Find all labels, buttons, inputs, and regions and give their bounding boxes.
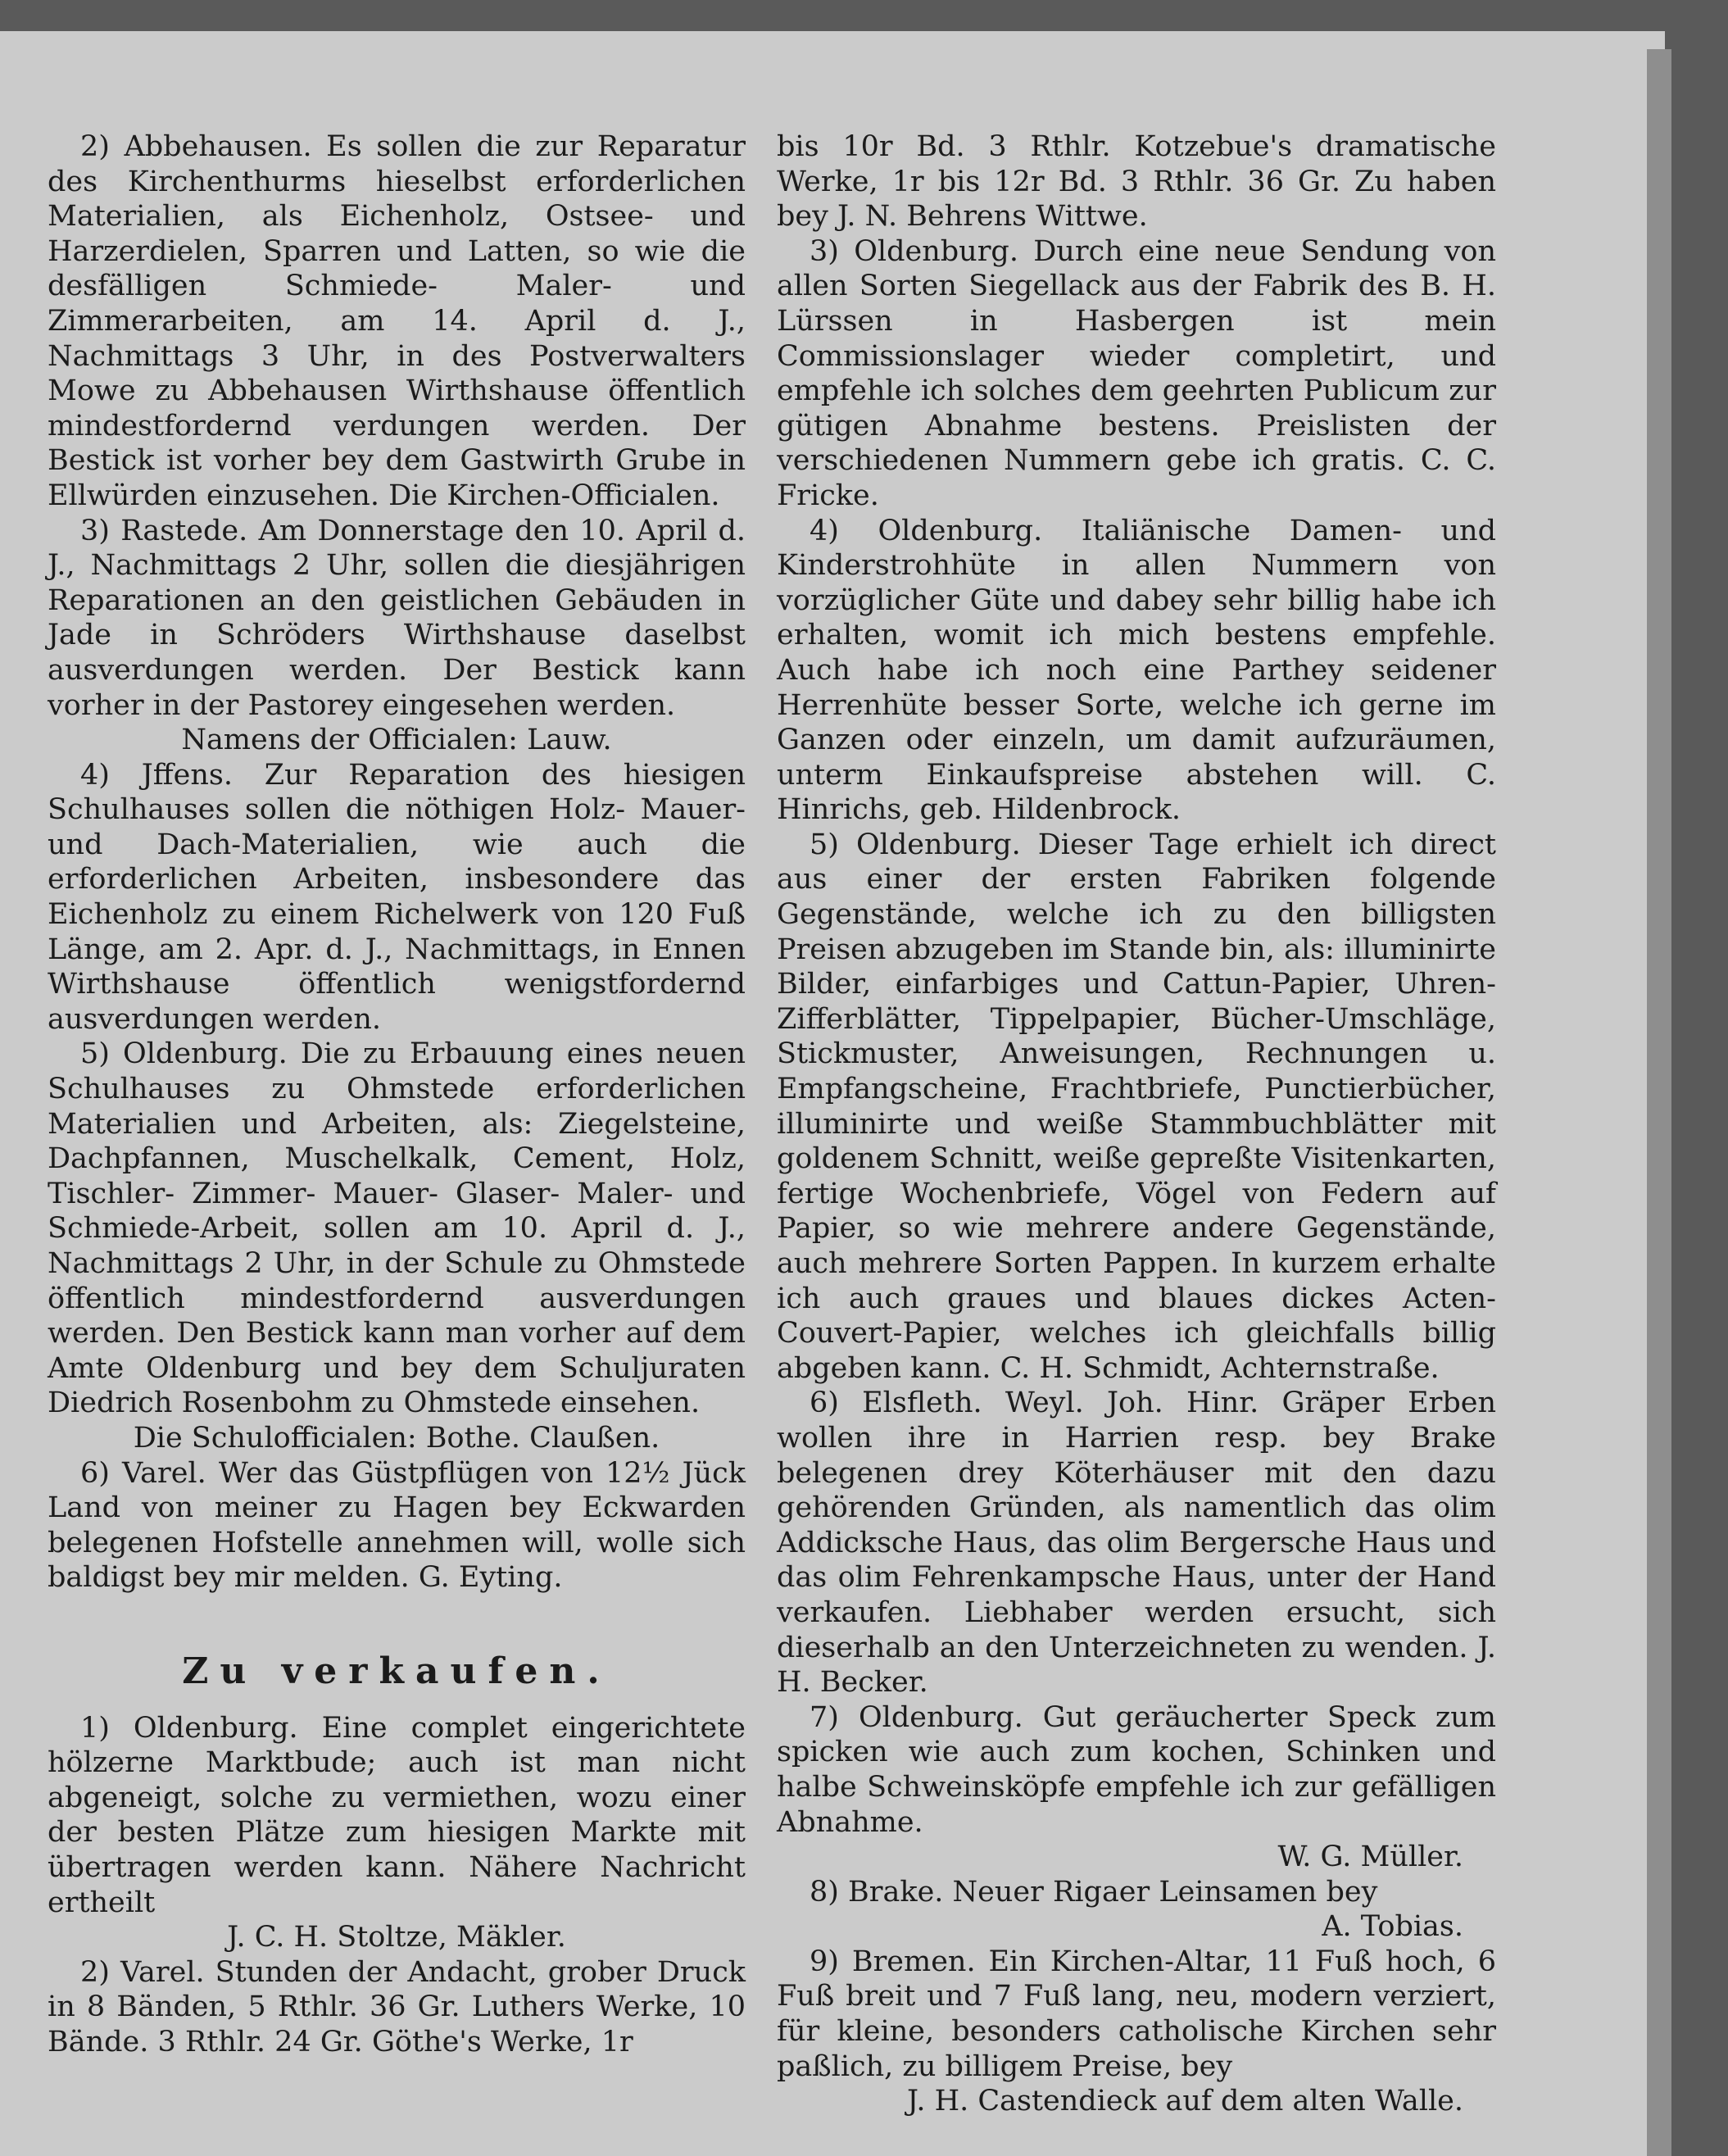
sale-brake-leinsamen-signature: A. Tobias. bbox=[1322, 1910, 1463, 1944]
notice-varel: 6) Varel. Wer das Güstpflügen von 12½ Jück Land von meiner zu Hagen bey Eckwarden belegenen Hofstelle annehmen will, wolle sich baldigst bey mir melden. G. Eyting. bbox=[48, 1456, 746, 1595]
sale-bremen-altar-signature: J. H. Castendieck auf dem alten Walle. bbox=[907, 2085, 1463, 2118]
sale-oldenburg-siegellack: 3) Oldenburg. Durch eine neue Sendung von allen Sorten Siegellack aus der Fabrik des B. H. Lürssen in Hasbergen ist mein Commissionslager wieder completirt, und empfehle ich solches dem geehrten Publicum zur gütigen Abnahme bestens. Preislisten der verschiedenen Nummern gebe ich gratis. C. C. Fricke. bbox=[777, 234, 1496, 512]
page-edge-shadow bbox=[1647, 49, 1671, 2156]
sale-elsfleth-houses: 6) Elsfleth. Weyl. Joh. Hinr. Gräper Erben wollen ihre in Harrien resp. bey Brake belegenen drey Köterhäuser mit den dazu gehörenden Gründen, als namentlich das olim Addicksche Haus, das olim Bergersche Haus und das olim Fehrenkampsche Haus, unter der Hand verkaufen. Liebhaber werden ersucht, sich dieserhalb an den Unterzeichneten zu wenden. J. H. Becker. bbox=[777, 1387, 1496, 1700]
newspaper-page bbox=[0, 31, 1665, 2156]
notice-oldenburg-school-signature: Die Schulofficialen: Bothe. Claußen. bbox=[133, 1421, 660, 1455]
notice-rastede: 3) Rastede. Am Donnerstage den 10. April d. J., Nachmittags 2 Uhr, sollen die diesjährigen Reparationen an den geistlichen Gebäuden in Jade in Schröders Wirthshause daselbst ausverdungen werden. Der Bestick kann vorher in der Pastorey eingesehen werden. bbox=[48, 514, 746, 722]
sale-oldenburg-papierwaren: 5) Oldenburg. Dieser Tage erhielt ich direct aus einer der ersten Fabriken folgende Gegenstände, welche ich zu den billigsten Preisen abzugeben im Stande bin, als: illuminirte Bilder, einfarbiges und Cattun-Papier, Uhren-Zifferblätter, Tippelpapier, Bücher-Umschläge, Stickmuster, Anweisungen, Rechnungen u. Empfangscheine, Frachtbriefe, Punctierbücher, illuminirte und weiße Stammbuchblätter mit goldenem Schnitt, weiße gepreßte Visitenkarten, fertige Wochenbriefe, Vögel von Federn auf Papier, so wie mehrere andere Gegenstände, auch mehrere Sorten Pappen. In kurzem erhalte ich auch graues und blaues dickes Acten-Couvert-Papier, welches ich gleichfalls billig abgeben kann. C. H. Schmidt, Achternstraße. bbox=[777, 828, 1496, 1385]
right-column bbox=[777, 129, 1496, 2119]
notice-jffens: 4) Jffens. Zur Reparation des hiesigen Schulhauses sollen die nöthigen Holz- Mauer- und Dach-Materialien, wie auch die erforderlichen Arbeiten, insbesondere das Eichenholz zu einem Richelwerk von 120 Fuß Länge, am 2. Apr. d. J., Nachmittags, in Ennen Wirthshause öffentlich wenigstfordernd ausverdungen werden. bbox=[48, 758, 746, 1036]
sale-varel-books-continued: bis 10r Bd. 3 Rthlr. Kotzebue's dramatische Werke, 1r bis 12r Bd. 3 Rthlr. 36 Gr. Zu haben bey J. N. Behrens Wittwe. bbox=[777, 130, 1496, 234]
sale-bremen-altar: 9) Bremen. Ein Kirchen-Altar, 11 Fuß hoch, 6 Fuß breit und 7 Fuß lang, neu, modern verziert, für kleine, besonders catholische Kirchen sehr paßlich, zu billigem Preise, bey bbox=[777, 1945, 1496, 2083]
left-column bbox=[48, 129, 746, 2059]
sale-oldenburg-marktbude: 1) Oldenburg. Eine complet eingerichtete hölzerne Marktbude; auch ist man nicht abgeneigt, solche zu vermiethen, wozu einer der besten Plätze zum hiesigen Markte mit übertragen werden kann. Nähere Nachricht ertheilt bbox=[48, 1711, 746, 1919]
sale-varel-books: 2) Varel. Stunden der Andacht, grober Druck in 8 Bänden, 5 Rthlr. 36 Gr. Luthers Werke, 10 Bände. 3 Rthlr. 24 Gr. Göthe's Werke, 1r bbox=[48, 1955, 746, 2058]
sale-oldenburg-marktbude-signature: J. C. H. Stoltze, Mäkler. bbox=[227, 1921, 566, 1954]
sale-oldenburg-speck-signature: W. G. Müller. bbox=[1277, 1841, 1463, 1874]
sale-brake-leinsamen: 8) Brake. Neuer Rigaer Leinsamen bey bbox=[810, 1875, 1378, 1909]
sale-oldenburg-strohhuete: 4) Oldenburg. Italiänische Damen- und Kinderstrohhüte in allen Nummern von vorzüglicher Güte und dabey sehr billig habe ich erhalten, womit ich mich bestens empfehle. Auch habe ich noch eine Parthey seidener Herrenhüte besser Sorte, welche ich gerne im Ganzen oder einzeln, um damit aufzuräumen, unterm Einkaufspreise abstehen will. C. Hinrichs, geb. Hildenbrock. bbox=[777, 514, 1496, 827]
notice-rastede-signature: Namens der Officialen: Lauw. bbox=[181, 724, 612, 757]
notice-abbehausen: 2) Abbehausen. Es sollen die zur Reparatur des Kirchenthurms hieselbst erforderlichen Materialien, als Eichenholz, Ostsee- und Harzerdielen, Sparren und Latten, so wie die desfälligen Schmiede- Maler- und Zimmerarbeiten, am 14. April d. J., Nachmittags 3 Uhr, in des Postverwalters Mowe zu Abbehausen Wirthshause öffentlich mindestfordernd verdungen werden. Der Bestick ist vorher bey dem Gastwirth Grube in Ellwürden einzusehen. Die Kirchen-Officialen. bbox=[48, 130, 746, 512]
sale-oldenburg-speck: 7) Oldenburg. Gut geräucherter Speck zum spicken wie auch zum kochen, Schinken und halbe Schweinsköpfe empfehle ich zur gefälligen Abnahme. bbox=[777, 1700, 1496, 1839]
section-heading-zu-verkaufen: Zu verkaufen. bbox=[182, 1650, 611, 1692]
notice-oldenburg-school: 5) Oldenburg. Die zu Erbauung eines neuen Schulhauses zu Ohmstede erforderlichen Materialien und Arbeiten, als: Ziegelsteine, Dachpfannen, Muschelkalk, Cement, Holz, Tischler- Zimmer- Mauer- Glaser- Maler- und Schmiede-Arbeit, sollen am 10. April d. J., Nachmittags 2 Uhr, in der Schule zu Ohmstede öffentlich mindestfordernd ausverdungen werden. Den Bestick kann man vorher auf dem Amte Oldenburg und bey dem Schuljuraten Diedrich Rosenbohm zu Ohmstede einsehen. bbox=[48, 1037, 746, 1420]
